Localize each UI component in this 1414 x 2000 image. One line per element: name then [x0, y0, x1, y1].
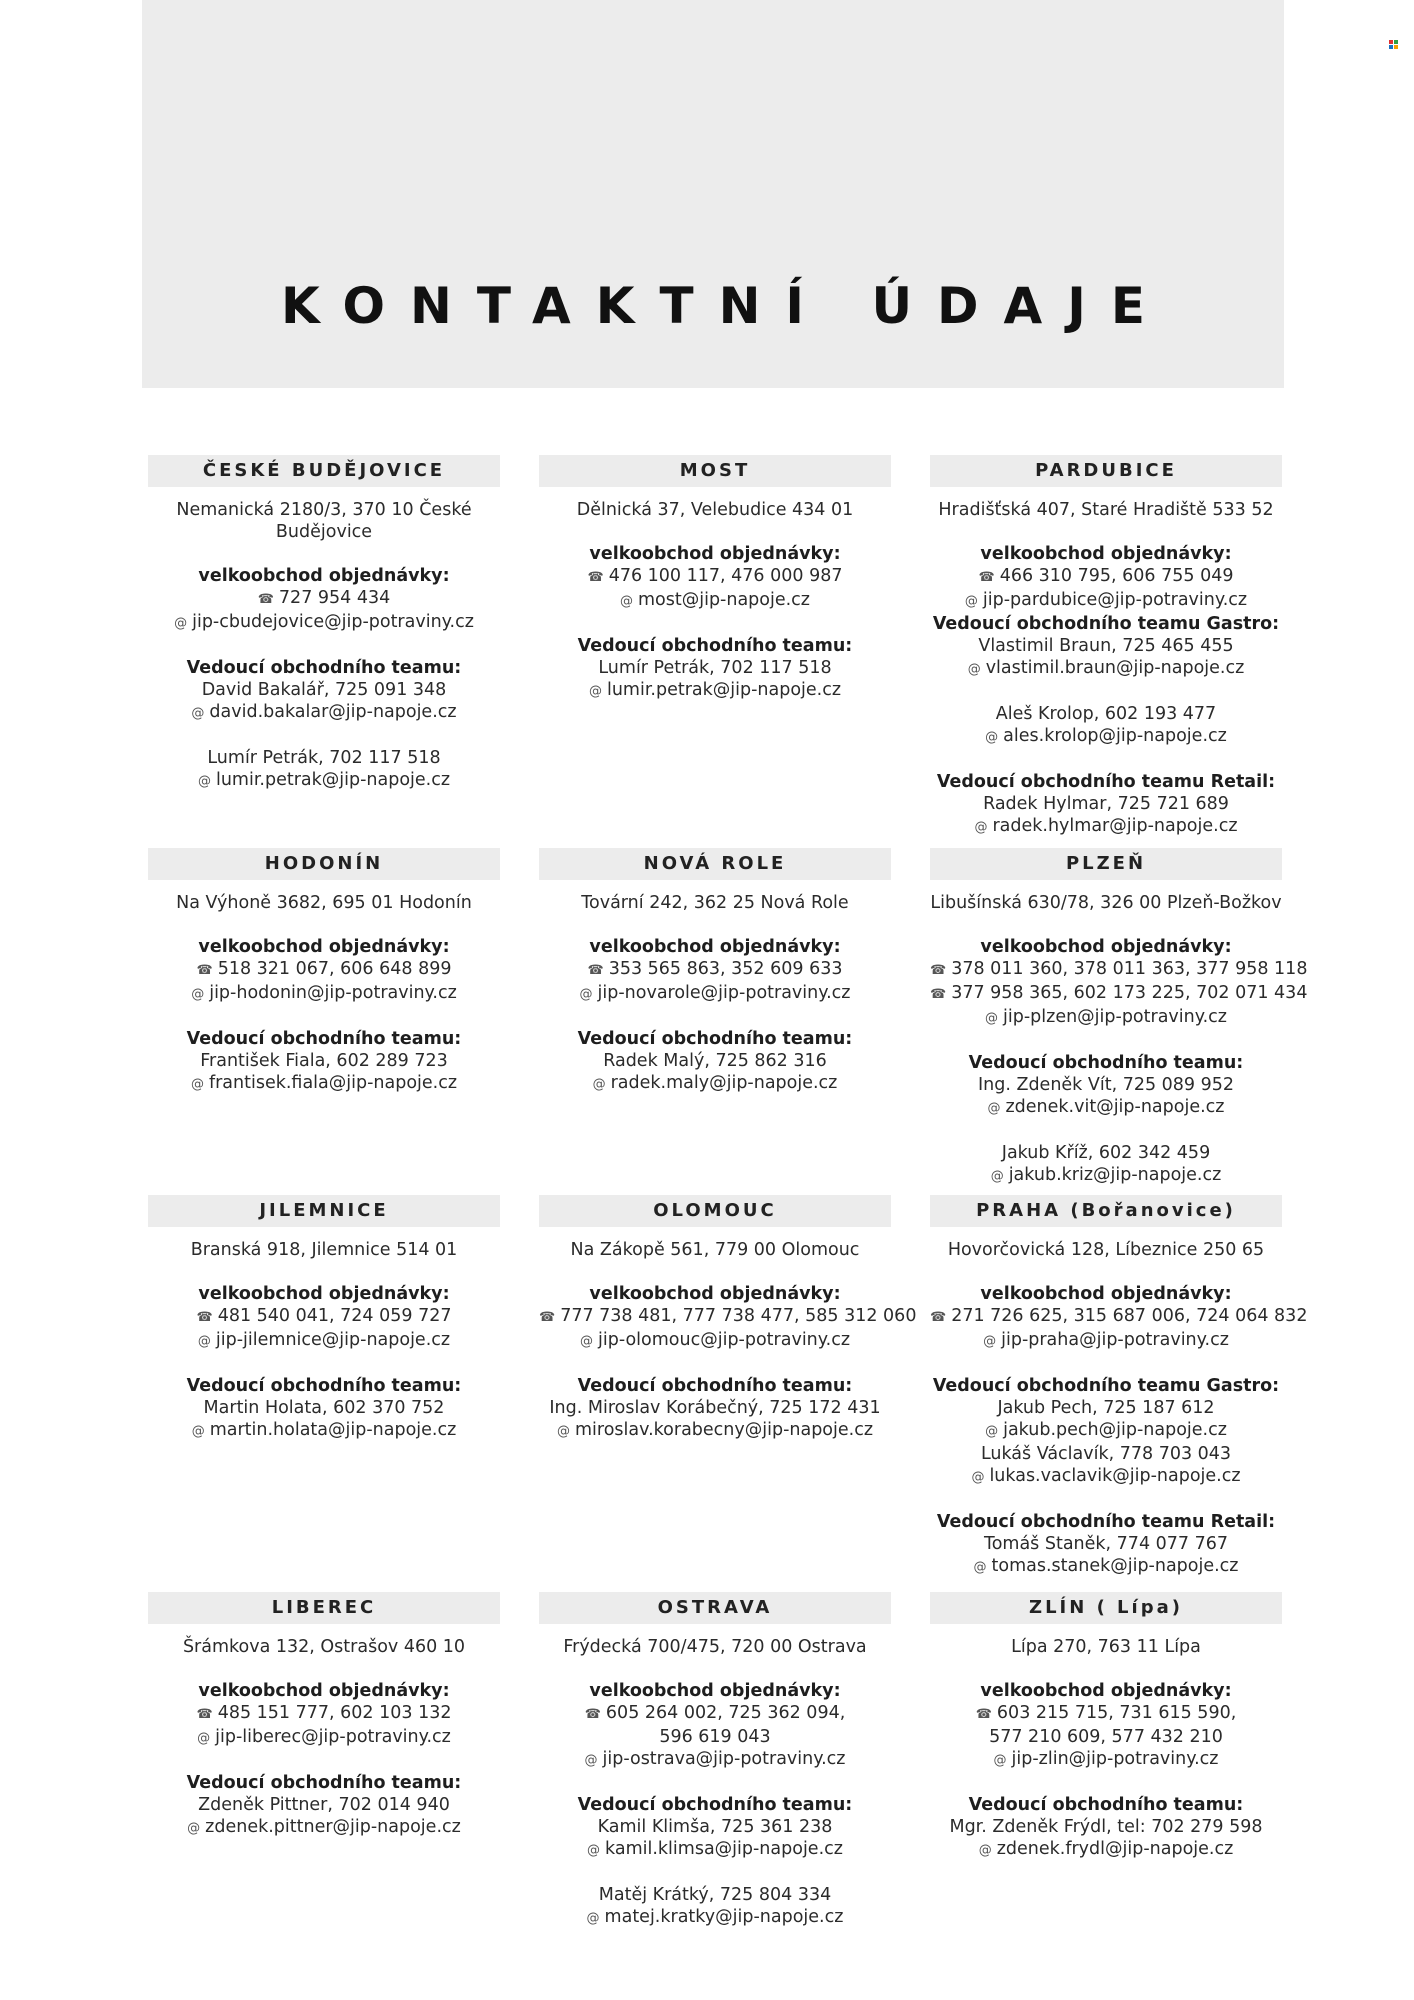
address-line: Tovární 242, 362 25 Nová Role: [581, 893, 849, 913]
email-line[interactable]: @ zdenek.vit@jip-napoje.cz: [930, 1096, 1282, 1120]
manager-name: Lukáš Václavík, 778 703 043: [980, 1444, 1232, 1464]
address-line: Libušínská 630/78, 326 00 Plzeň-Božkov: [930, 893, 1282, 913]
at-sign-icon: @: [592, 1077, 606, 1092]
manager-label: Vedoucí obchodního teamu:: [186, 1376, 462, 1396]
manager-name: Radek Malý, 725 862 316: [603, 1051, 827, 1071]
email-line[interactable]: @ frantisek.fiala@jip-napoje.cz: [148, 1072, 500, 1096]
branch-city: ZLÍN ( Lípa): [930, 1592, 1282, 1624]
email-line[interactable]: @ zdenek.frydl@jip-napoje.cz: [930, 1838, 1282, 1862]
address-line: Lípa 270, 763 11 Lípa: [1011, 1637, 1201, 1657]
address-line: Nemanická 2180/3, 370 10 České: [176, 500, 472, 520]
orders-label: velkoobchod objednávky:: [198, 937, 450, 957]
orders-label: velkoobchod objednávky:: [589, 544, 841, 564]
manager-label: Vedoucí obchodního teamu:: [577, 1029, 853, 1049]
phone-line: ☎ 377 958 365, 602 173 225, 702 071 434: [930, 982, 1282, 1006]
phone-line: ☎ 777 738 481, 777 738 477, 585 312 060: [539, 1305, 891, 1329]
orders-label: velkoobchod objednávky:: [198, 1284, 450, 1304]
at-sign-icon: @: [974, 820, 988, 835]
phone-icon: ☎: [196, 1310, 213, 1325]
address-line: Hovorčovická 128, Líbeznice 250 65: [947, 1240, 1265, 1260]
email-line[interactable]: @ david.bakalar@jip-napoje.cz: [148, 701, 500, 725]
at-sign-icon: @: [191, 706, 205, 721]
phone-icon: ☎: [930, 987, 947, 1002]
at-sign-icon: @: [187, 1821, 201, 1836]
email-line[interactable]: @ jakub.pech@jip-napoje.cz: [930, 1419, 1282, 1443]
manager-label: Vedoucí obchodního teamu:: [186, 658, 462, 678]
branch-zlin: [930, 1592, 1282, 1862]
at-sign-icon: @: [987, 1101, 1001, 1116]
phone-icon: ☎: [539, 1310, 556, 1325]
at-sign-icon: @: [993, 1753, 1007, 1768]
branch-ceske-budejovice: [148, 455, 500, 793]
address-line: Budějovice: [275, 522, 373, 542]
orders-label: velkoobchod objednávky:: [980, 1681, 1232, 1701]
phone-line: ☎ 485 151 777, 602 103 132: [148, 1702, 500, 1726]
at-sign-icon: @: [619, 594, 633, 609]
email-line[interactable]: @ jip-novarole@jip-potraviny.cz: [539, 982, 891, 1006]
manager-name: Kamil Klimša, 725 361 238: [597, 1817, 833, 1837]
at-sign-icon: @: [197, 1334, 211, 1349]
manager-label: Vedoucí obchodního teamu:: [968, 1053, 1244, 1073]
phone-icon: ☎: [196, 963, 213, 978]
email-line[interactable]: @ zdenek.pittner@jip-napoje.cz: [148, 1816, 500, 1840]
manager-label: Vedoucí obchodního teamu:: [577, 1795, 853, 1815]
branch-plzen: [930, 848, 1308, 1188]
email-line[interactable]: @ jakub.kriz@jip-napoje.cz: [930, 1164, 1282, 1188]
orders-label: velkoobchod objednávky:: [198, 566, 450, 586]
orders-label: velkoobchod objednávky:: [980, 544, 1232, 564]
branch-liberec: [148, 1592, 500, 1840]
page-title: KONTAKTNÍ ÚDAJE: [280, 277, 1171, 335]
phone-icon: ☎: [257, 592, 274, 607]
email-line[interactable]: @ lukas.vaclavik@jip-napoje.cz: [930, 1465, 1282, 1489]
manager-label: Vedoucí obchodního teamu:: [968, 1795, 1244, 1815]
at-sign-icon: @: [556, 1424, 570, 1439]
address-line: Hradišťská 407, Staré Hradiště 533 52: [938, 500, 1274, 520]
manager-name: Mgr. Zdeněk Frýdl, tel: 702 279 598: [949, 1817, 1263, 1837]
branch-pardubice: [930, 455, 1282, 839]
phone-line: ☎ 605 264 002, 725 362 094,: [539, 1702, 891, 1726]
orders-label: velkoobchod objednávky:: [589, 1284, 841, 1304]
at-sign-icon: @: [971, 1470, 985, 1485]
phone-icon: ☎: [587, 570, 604, 585]
manager-name: Zdeněk Pittner, 702 014 940: [198, 1795, 450, 1815]
manager-name: David Bakalář, 725 091 348: [201, 680, 447, 700]
branch-city: PRAHA (Bořanovice): [930, 1195, 1282, 1227]
at-sign-icon: @: [174, 616, 188, 631]
email-line[interactable]: @ ales.krolop@jip-napoje.cz: [930, 725, 1282, 749]
address-line: Frýdecká 700/475, 720 00 Ostrava: [563, 1637, 867, 1657]
at-sign-icon: @: [985, 1011, 999, 1026]
email-line[interactable]: @ jip-ostrava@jip-potraviny.cz: [539, 1748, 891, 1772]
branch-nova-role: [539, 848, 891, 1096]
branch-jilemnice: [148, 1195, 500, 1443]
phone-icon: ☎: [930, 963, 947, 978]
branch-city: HODONÍN: [148, 848, 500, 880]
manager-name: Lumír Petrák, 702 117 518: [598, 658, 832, 678]
manager-label: Vedoucí obchodního teamu:: [186, 1773, 462, 1793]
address-line: Na Výhoně 3682, 695 01 Hodonín: [176, 893, 472, 913]
branch-city: PLZEŇ: [930, 848, 1282, 880]
manager-name: Aleš Krolop, 602 193 477: [995, 704, 1217, 724]
manager-name: Radek Hylmar, 725 721 689: [983, 794, 1229, 814]
email-line[interactable]: @ jip-cbudejovice@jip-potraviny.cz: [148, 611, 500, 635]
at-sign-icon: @: [197, 1731, 211, 1746]
email-line[interactable]: @ radek.hylmar@jip-napoje.cz: [930, 815, 1282, 839]
email-line[interactable]: @ martin.holata@jip-napoje.cz: [148, 1419, 500, 1443]
phone-line: ☎ 603 215 715, 731 615 590,: [930, 1702, 1282, 1726]
email-line[interactable]: @ vlastimil.braun@jip-napoje.cz: [930, 657, 1282, 681]
orders-label: velkoobchod objednávky:: [980, 1284, 1232, 1304]
at-sign-icon: @: [990, 1169, 1004, 1184]
phone-icon: ☎: [584, 1707, 601, 1722]
email-line[interactable]: @ jip-jilemnice@jip-napoje.cz: [148, 1329, 500, 1353]
email-line[interactable]: @ lumir.petrak@jip-napoje.cz: [539, 679, 891, 703]
mark-yellow: [1394, 45, 1398, 49]
email-line[interactable]: @ radek.maly@jip-napoje.cz: [539, 1072, 891, 1096]
branch-city: ČESKÉ BUDĚJOVICE: [148, 455, 500, 487]
email-line[interactable]: @ jip-olomouc@jip-potraviny.cz: [539, 1329, 891, 1353]
branch-city: JILEMNICE: [148, 1195, 500, 1227]
manager-label: Vedoucí obchodního teamu:: [186, 1029, 462, 1049]
at-sign-icon: @: [190, 1077, 204, 1092]
branch-ostrava: [539, 1592, 891, 1930]
address-line: Branská 918, Jilemnice 514 01: [190, 1240, 458, 1260]
branch-city: LIBEREC: [148, 1592, 500, 1624]
gastro-label: Vedoucí obchodního teamu Gastro:: [932, 1376, 1280, 1396]
orders-label: velkoobchod objednávky:: [589, 937, 841, 957]
orders-label: velkoobchod objednávky:: [980, 937, 1232, 957]
phone-line: ☎ 481 540 041, 724 059 727: [148, 1305, 500, 1329]
mark-green: [1394, 40, 1398, 44]
at-sign-icon: @: [584, 1753, 598, 1768]
phone-icon: ☎: [930, 1310, 947, 1325]
manager-name: Ing. Zdeněk Vít, 725 089 952: [977, 1075, 1235, 1095]
phone-icon: ☎: [587, 963, 604, 978]
at-sign-icon: @: [964, 594, 978, 609]
manager-name: Tomáš Staněk, 774 077 767: [983, 1534, 1229, 1554]
manager-name: Martin Holata, 602 370 752: [203, 1398, 445, 1418]
at-sign-icon: @: [587, 1843, 601, 1858]
email-line[interactable]: @ jip-liberec@jip-potraviny.cz: [148, 1726, 500, 1750]
manager-name: Lumír Petrák, 702 117 518: [207, 748, 441, 768]
phone-line-continued: 596 619 043: [659, 1727, 771, 1747]
at-sign-icon: @: [580, 1334, 593, 1349]
phone-line: ☎ 518 321 067, 606 648 899: [148, 958, 500, 982]
manager-label: Vedoucí obchodního teamu:: [577, 1376, 853, 1396]
email-line[interactable]: @ matej.kratky@jip-napoje.cz: [539, 1906, 891, 1930]
email-line[interactable]: @ jip-praha@jip-potraviny.cz: [930, 1329, 1282, 1353]
email-line[interactable]: @ jip-zlin@jip-potraviny.cz: [930, 1748, 1282, 1772]
manager-name: František Fiala, 602 289 723: [200, 1051, 448, 1071]
at-sign-icon: @: [191, 1424, 205, 1439]
phone-icon: ☎: [975, 1707, 992, 1722]
at-sign-icon: @: [579, 987, 593, 1002]
mark-blue: [1389, 45, 1393, 49]
email-line[interactable]: @ jip-plzen@jip-potraviny.cz: [930, 1006, 1282, 1030]
gastro-label: Vedoucí obchodního teamu Gastro:: [932, 614, 1280, 634]
email-line[interactable]: @ jip-pardubice@jip-potraviny.cz: [930, 589, 1282, 613]
email-line[interactable]: @ most@jip-napoje.cz: [539, 589, 891, 613]
branch-olomouc: [539, 1195, 917, 1443]
orders-label: velkoobchod objednávky:: [589, 1681, 841, 1701]
at-sign-icon: @: [983, 1334, 997, 1349]
phone-line: ☎ 353 565 863, 352 609 633: [539, 958, 891, 982]
at-sign-icon: @: [973, 1560, 987, 1575]
branch-city: OLOMOUC: [539, 1195, 891, 1227]
at-sign-icon: @: [978, 1843, 992, 1858]
manager-label: Vedoucí obchodního teamu:: [577, 636, 853, 656]
manager-name: Jakub Pech, 725 187 612: [997, 1398, 1215, 1418]
at-sign-icon: @: [967, 662, 981, 677]
at-sign-icon: @: [588, 684, 602, 699]
branch-hodonin: [148, 848, 500, 1096]
mark-red: [1389, 40, 1393, 44]
phone-line-continued: 577 210 609, 577 432 210: [989, 1727, 1223, 1747]
branch-city: OSTRAVA: [539, 1592, 891, 1624]
retail-label: Vedoucí obchodního teamu Retail:: [936, 772, 1276, 792]
branch-city: MOST: [539, 455, 891, 487]
phone-line: ☎ 466 310 795, 606 755 049: [930, 565, 1282, 589]
email-line[interactable]: @ lumir.petrak@jip-napoje.cz: [148, 769, 500, 793]
address-line: Na Zákopě 561, 779 00 Olomouc: [570, 1240, 860, 1260]
branch-city: PARDUBICE: [930, 455, 1282, 487]
phone-line: ☎ 727 954 434: [148, 587, 500, 611]
branch-praha: [930, 1195, 1308, 1579]
retail-label: Vedoucí obchodního teamu Retail:: [936, 1512, 1276, 1532]
address-line: Dělnická 37, Velebudice 434 01: [576, 500, 854, 520]
manager-name: Jakub Kříž, 602 342 459: [1001, 1143, 1211, 1163]
at-sign-icon: @: [985, 730, 999, 745]
email-line[interactable]: @ jip-hodonin@jip-potraviny.cz: [148, 982, 500, 1006]
branch-city: NOVÁ ROLE: [539, 848, 891, 880]
email-line[interactable]: @ kamil.klimsa@jip-napoje.cz: [539, 1838, 891, 1862]
branch-most: [539, 455, 891, 703]
email-line[interactable]: @ tomas.stanek@jip-napoje.cz: [930, 1555, 1282, 1579]
manager-name: Ing. Miroslav Korábečný, 725 172 431: [549, 1398, 881, 1418]
phone-icon: ☎: [196, 1707, 213, 1722]
phone-line: ☎ 476 100 117, 476 000 987: [539, 565, 891, 589]
address-line: Šrámkova 132, Ostrašov 460 10: [182, 1637, 466, 1657]
manager-name: Vlastimil Braun, 725 465 455: [978, 636, 1234, 656]
email-line[interactable]: @ miroslav.korabecny@jip-napoje.cz: [539, 1419, 891, 1443]
manager-name: Matěj Krátký, 725 804 334: [598, 1885, 832, 1905]
at-sign-icon: @: [191, 987, 205, 1002]
at-sign-icon: @: [985, 1424, 999, 1439]
phone-line: ☎ 271 726 625, 315 687 006, 724 064 832: [930, 1305, 1282, 1329]
at-sign-icon: @: [586, 1911, 600, 1926]
at-sign-icon: @: [197, 774, 211, 789]
brand-mark: [1389, 40, 1398, 49]
phone-line: ☎ 378 011 360, 378 011 363, 377 958 118: [930, 958, 1282, 982]
orders-label: velkoobchod objednávky:: [198, 1681, 450, 1701]
phone-icon: ☎: [978, 570, 995, 585]
